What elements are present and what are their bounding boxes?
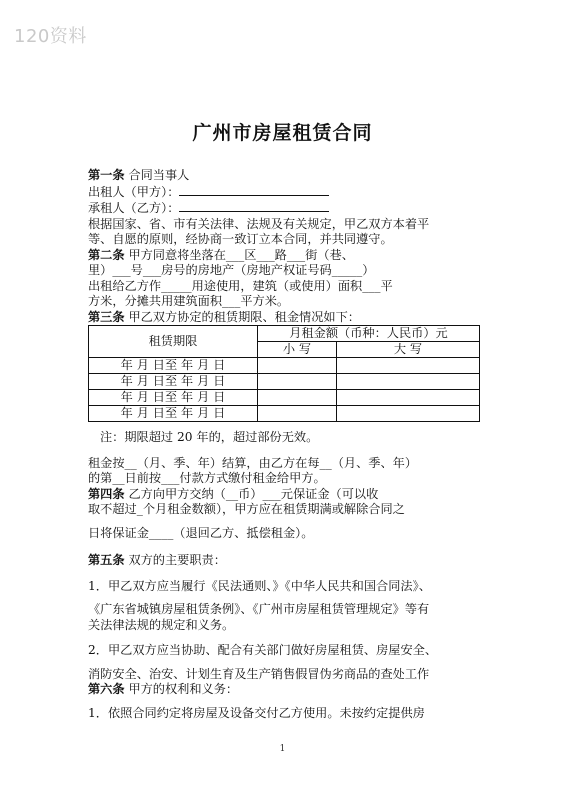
article-6-para-1: 1．依照合同约定将房屋及设备交付乙方使用。未按约定提供房 xyxy=(88,705,425,720)
article-1-text: 合同当事人 xyxy=(128,168,190,182)
lessee-label: 承租人（乙方）： xyxy=(88,201,180,215)
table-row xyxy=(89,406,480,422)
header-amount: 月租金额（币种：人民币）元 xyxy=(258,326,480,342)
article-5-para-1b: 《广东省城镇房屋租赁条例》、《广州市房屋租赁管理规定》等有 xyxy=(88,602,430,616)
header-small: 小 写 xyxy=(258,342,337,358)
article-3-text: 甲乙双方协定的租赁期限、租金情况如下： xyxy=(128,309,360,324)
lessor-line xyxy=(88,184,483,201)
article-1-heading: 第一条 xyxy=(88,168,125,182)
document-title: 广州市房屋租赁合同 xyxy=(192,122,373,144)
article-3-heading: 第三条 xyxy=(88,309,125,324)
payment-line-1: 租金按__（月、季、年）结算，由乙方在每__（月、季、年） xyxy=(88,455,418,470)
article-5-para-2b: 消防安全、治安、计划生育及生产销售假冒伪劣商品的查处工作 xyxy=(88,666,430,681)
article-2-line-3: 出租给乙方作_____用途使用，建筑（或使用）面积___平 xyxy=(88,278,393,293)
article-2-line-4: 方米，分摊共用建筑面积___平方米。 xyxy=(88,294,290,308)
table-row xyxy=(89,390,480,406)
period-cell: 年 月 日至 年 月 日 xyxy=(89,374,258,390)
watermark: 120资料 xyxy=(14,26,87,47)
article-4 xyxy=(88,487,483,503)
lessor-label: 出租人（甲方）： xyxy=(88,184,180,199)
article-2 xyxy=(88,248,483,264)
period-cell: 年 月 日至 年 月 日 xyxy=(89,358,258,374)
article-5-text: 双方的主要职责： xyxy=(128,553,226,567)
article-4-line-1: 乙方向甲方交纳（__币）___元保证金（可以收 xyxy=(128,486,379,501)
article-4-line-2: 取不超过_个月租金数额），甲方应在租赁期满或解除合同之 xyxy=(88,502,405,516)
article-4-line-3: 日将保证金____（退回乙方、抵偿租金）。 xyxy=(88,525,314,540)
page-number: 1 xyxy=(279,744,286,754)
table-row xyxy=(89,358,480,374)
article-6 xyxy=(88,682,483,698)
lessee-line xyxy=(88,200,483,217)
article-5-para-1a: 1．甲乙双方应当履行《民法通则、》《中华人民共和国合同法》、 xyxy=(88,578,431,593)
article-1 xyxy=(88,168,483,184)
article-2-line-1: 甲方同意将坐落在___区___路___街（巷、 xyxy=(128,247,354,262)
article-6-heading: 第六条 xyxy=(88,682,125,696)
article-5-heading: 第五条 xyxy=(88,553,125,567)
header-big: 大 写 xyxy=(337,342,480,358)
article-2-line-2: 里）___号___房号的房地产（房地产权证号码_____） xyxy=(88,263,375,277)
big-amount-cell[interactable] xyxy=(337,390,480,406)
period-cell: 年 月 日至 年 月 日 xyxy=(89,390,258,406)
small-amount-cell[interactable] xyxy=(258,358,337,374)
article-4-heading: 第四条 xyxy=(88,486,125,501)
small-amount-cell[interactable] xyxy=(258,406,337,422)
small-amount-cell[interactable] xyxy=(258,374,337,390)
rent-table xyxy=(88,325,480,422)
table-row xyxy=(89,374,480,390)
basis-line-1: 根据国家、省、市有关法律、法规及有关规定，甲乙双方本着平 xyxy=(88,216,430,231)
article-5 xyxy=(88,553,483,569)
header-period: 租赁期限 xyxy=(89,326,258,358)
basis-line-2: 等、自愿的原则，经协商一致订立本合同，并共同遵守。 xyxy=(88,232,393,246)
article-2-heading: 第二条 xyxy=(88,247,125,262)
lessee-blank[interactable] xyxy=(179,200,329,212)
payment-line-2: 的第__日前按___付款方式缴付租金给甲方。 xyxy=(88,471,326,485)
big-amount-cell[interactable] xyxy=(337,406,480,422)
article-6-text: 甲方的权利和义务： xyxy=(128,682,239,696)
small-amount-cell[interactable] xyxy=(258,390,337,406)
big-amount-cell[interactable] xyxy=(337,374,480,390)
big-amount-cell[interactable] xyxy=(337,358,480,374)
article-3 xyxy=(88,310,483,326)
contract-body xyxy=(88,168,483,721)
period-cell: 年 月 日至 年 月 日 xyxy=(89,406,258,422)
term-note: 注：期限超过 20 年的，超过部份无效。 xyxy=(100,430,319,444)
article-5-para-1c: 关法律法规的规定和义务。 xyxy=(88,617,235,632)
lessor-blank[interactable] xyxy=(179,184,329,196)
article-5-para-2a: 2．甲乙双方应当协助、配合有关部门做好房屋租赁、房屋安全、 xyxy=(88,643,438,657)
